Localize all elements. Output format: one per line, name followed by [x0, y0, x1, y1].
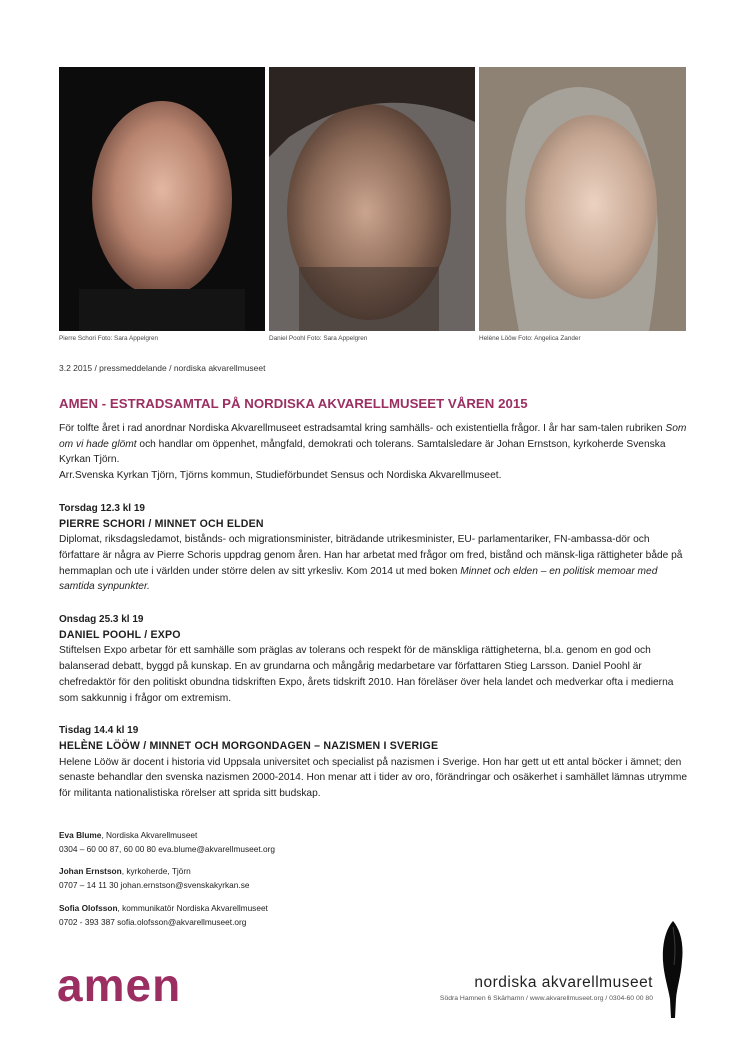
intro-text-1: För tolfte året i rad anordnar Nordiska Akvarellmuseet estradsamtal kring samhälls- och existentiella frågor. I år har sam-talen rubriken	[59, 423, 666, 434]
main-content	[59, 421, 689, 819]
contact-role: , kyrkoherde, Tjörn	[121, 866, 191, 877]
caption-3: Helène Lööw Foto: Angelica Zander	[479, 335, 581, 342]
page-title: AMEN - ESTRADSAMTAL PÅ NORDISKA AKVARELLMUSEET VÅREN 2015	[59, 396, 528, 411]
event-description: Helene Lööw är docent i historia vid Uppsala universitet och specialist på nazismen i Sverige. Hon har gett ut ett antal böcker i ämnet; den senaste behandlar den svenska nazismen 2000-2014. Hon menar att i tider av oro, förändringar och osäkerhet i samhället lämnas utrymme för militanta nationalistiska rörelser att sprida sitt budskap.	[59, 756, 688, 800]
intro-text-2: och handlar om öppenhet, mångfald, demokrati och tolerans. Samtalsledare är Johan Ernstson, kyrkoherde Svenska Kyrkan Tjörn.	[59, 438, 666, 466]
event-title: HELÈNE LÖÖW / MINNET OCH MORGONDAGEN – NAZISMEN I SVERIGE	[59, 739, 439, 752]
amen-logo: amen	[57, 959, 182, 1011]
event-date: Tisdag 14.4 kl 19	[59, 725, 139, 737]
paintbrush-icon	[660, 921, 686, 1018]
event-title: DANIEL POOHL / EXPO	[59, 628, 181, 641]
contact-phone-email: 0304 – 60 00 87, 60 00 80 eva.blume@akvarellmuseet.org	[59, 843, 275, 854]
event-1	[59, 501, 689, 595]
museum-signature	[440, 974, 653, 1002]
event-description	[59, 532, 689, 595]
photo-helene-loow	[479, 67, 686, 331]
event-book-title: Minnet och elden – en politisk memoar med samtida synpunkter.	[59, 565, 658, 593]
contact-name: Johan Ernstson	[59, 866, 122, 877]
event-date: Torsdag 12.3 kl 19	[59, 502, 145, 514]
event-title: PIERRE SCHORI / MINNET OCH ELDEN	[59, 517, 264, 530]
photo-pierre-schori	[59, 67, 265, 331]
museum-name: nordiska akvarellmuseet	[474, 974, 653, 991]
contact-phone-email: 0707 – 14 11 30 johan.ernstson@svenskakyrkan.se	[59, 880, 250, 891]
photo-captions	[59, 335, 686, 345]
contact-role: , kommunikatör Nordiska Akvarellmuseet	[117, 902, 268, 913]
portrait-photos	[59, 67, 686, 331]
event-3	[59, 723, 689, 802]
contact-name: Eva Blume	[59, 830, 102, 840]
event-date: Onsdag 25.3 kl 19	[59, 614, 144, 626]
photo-daniel-poohl	[269, 67, 475, 331]
intro-paragraph	[59, 421, 689, 468]
contact-phone-email: 0702 - 393 387 sofia.olofsson@akvarellmuseet.org	[59, 916, 247, 927]
museum-address: Södra Hamnen 6 Skärhamn / www.akvarellmuseet.org / 0304-60 00 80	[439, 995, 653, 1002]
contact-role: , Nordiska Akvarellmuseet	[101, 830, 198, 840]
contact-item	[59, 902, 275, 929]
dateline: 3.2 2015 / pressmeddelande / nordiska akvarellmuseet	[59, 363, 266, 373]
contact-item	[59, 829, 275, 856]
caption-2: Daniel Poohl Foto: Sara Appelgren	[269, 335, 368, 342]
contact-list	[59, 829, 275, 938]
event-text: Diplomat, riksdagsledamot, bistånds- och migrationsminister, biträdande utrikesminister, EU- parlamentariker, FN-ambassa-dör och författare är några av Pierre Schoris uppdrag genom åren. Han har arbetat med frågor om fred, bistånd och mänsk-liga rättigheter både på hemmaplan och ute i världen under större delen av sitt yrkesliv. Kom 2014 ut med boken	[59, 534, 683, 577]
intro-arrangers: Arr.Svenska Kyrkan Tjörn, Tjörns kommun, Studieförbundet Sensus och Nordiska Akvarellmuseet.	[59, 470, 502, 482]
intro-section	[59, 421, 689, 484]
contact-item	[59, 865, 275, 892]
event-description: Stiftelsen Expo arbetar för ett samhälle som präglas av tolerans och respekt för de mänskliga rättigheterna, bl.a. genom en god och balanserad debatt, byggd på kunskap. En av grundarna och mångårig medarbetare var författaren Stieg Larsson. Daniel Poohl är chefredaktör för den politiskt obundna tidskriften Expo, årets tidskrift 2010. Han föreläser över hela landet och medverkar ofta i medierna som sakkunnig i frågor om extremism.	[59, 645, 674, 704]
intro-italic-title: Som om vi hade glömt	[59, 423, 687, 450]
contact-name: Sofia Olofsson	[59, 902, 118, 913]
caption-1: Pierre Schori Foto: Sara Appelgren	[59, 335, 159, 342]
event-2	[59, 612, 689, 706]
